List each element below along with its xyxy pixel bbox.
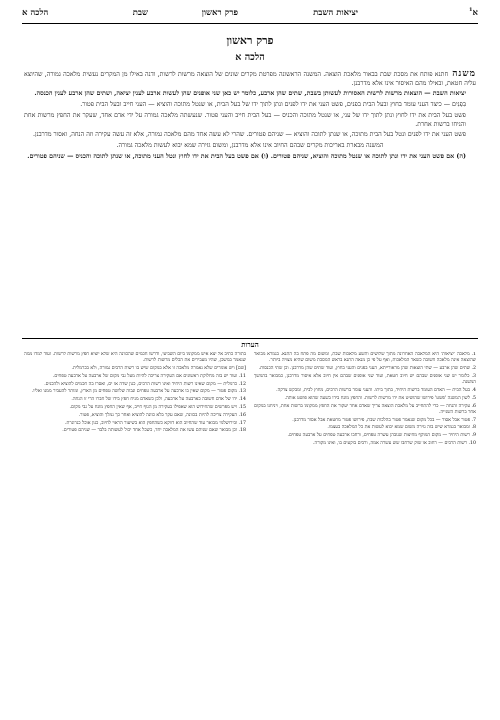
note: 9. רשות היחיד — מקום המוקף מחיצות שגובהן עשרה טפחים, ורחבו ארבעה טפחים על ארבעה טפחים. — [287, 433, 476, 439]
header-halakha: הלכה א — [22, 8, 49, 18]
main-paragraph: יציאות השבת — הוצאות מרשות לרשות האסורות לעשותן בשבת, שתים שהן ארבע, כלומר יש כאן שני אופנים שהן לעשות ארבע לענין יציאה, ושתים שהן ארבע לענין הכנסה. — [34, 90, 466, 98]
notes-title: הערות — [241, 340, 259, 349]
note: 12. כרמלית — מקום שאינו רשות היחיד ואינו רשות הרבים, כגון שדה או ים, ואסרו בה חכמים להוציא ולהכניס. — [44, 381, 246, 387]
note: 18. וכן מבואר שאם שניהם עשו את המלאכה יחד, כשכל אחד יכול לעשותה בלבד — שניהם פטורים. — [62, 428, 246, 434]
header-divider — [22, 23, 478, 24]
note: 5. לשון המשנה 'פשט' פירושו שהושיט את ידו מרשות לרשות. והחפץ מונח בידו בשעה שהוא פושט אותה. — [284, 395, 476, 401]
note: 3. כלומר יש שני אופנים שבהם יש חיוב חטאת, ועוד שני אופנים שבהם אין חיוב אלא איסור מדרבנן, כמבואר בהמשך המשנה. — [254, 373, 476, 386]
notes-divider — [22, 338, 478, 339]
header-chapter: פרק ראשון — [201, 8, 238, 18]
header-tractate: שבת — [132, 8, 148, 18]
note: 8. ומבואר בגמרא שיש בזה גזירה משום שמא יבוא לעשות את כל המלאכה בעצמו. — [327, 425, 476, 431]
main-paragraph: המשנה מבארת באריכות מקרים שבהם החיוב אינו אלא מדרבנן, ומשום גזירה שמא יבוא לעשות מלאכה גמורה. — [116, 141, 384, 149]
note: [שם] ויש אומרים שלא נאמרה מלאכה זו אלא במקום שיש בו רשות הרבים גמורה, ולא בכרמלית. — [71, 366, 246, 372]
note: 13. מקום פטור — מקום שאין בו ארבעה על ארבעה טפחים וגבוה שלושה טפחים מן הארץ, ומותר להעביר ממנו ואליו. — [31, 389, 246, 395]
main-paragraph: משנהחתנא פותח את מסכת שבת בבאור מלאכת הוצאה. המשנה הראשונה מפרטת מקרים שונים של הוצאה מרשות לרשות, ודנה באילו מן המקרים נעשית מלאכה גמורה, שהיוצא עליה חטאת, ובאילו מהם האיסור אינו אלא מדרבנן. — [24, 70, 476, 87]
page-number: א$^1$ — [469, 7, 478, 18]
header-book: יציאות השבת — [313, 8, 358, 18]
note: 6. עקירה והנחה — כדי להתחייב על מלאכת הוצאה צריך שאדם אחד יעקור את החפץ ממקומו ברשות אחת, ויניחנו במקום אחר ברשות השנייה. — [254, 403, 476, 415]
mishna-label: משנה — [452, 70, 476, 79]
note: 17. ובירושלמי מבואר עוד שהחיוב הוא דווקא כשהחפץ הוא בשיעור הראוי לחיוב, כגון אוכל כגרוגרת. — [65, 420, 246, 426]
note: 15. ויש מפרשים שהחידוש הוא שאפילו בעקירה מן הגוף חייב, אף שאין החפץ מונח על גבי מקום. — [69, 405, 246, 411]
chapter-title: פרק ראשון — [226, 34, 274, 47]
note: 11. ועוד יש בזה מחלוקת ראשונים אם העקירה צריכה להיות מעל גבי מקום של ארבעה על ארבעה טפחים. — [52, 373, 246, 379]
note: 16. העקירה צריכה להיות בכוונה, שאם עקר בלא כוונה להוציא ואחר כך נמלך והוציא, פטור. — [78, 412, 246, 418]
halakha-title: הלכה א — [235, 52, 265, 63]
running-header — [22, 7, 478, 20]
note: בתורה כתיב אל יצא איש ממקומו ביום השביעי, ודרשו חכמים שהכוונה היא שלא יוציא חפץ מרשות לרשות. ועוד למדו ממה שנאמר במשכן, שהיו מעבירים את הכלים מרשות לרשות. — [24, 352, 246, 364]
main-paragraph: פשט בעל הבית את ידו לחוץ ונתן לתוך ידו של עני, או שנטל מתוכה והכניס — בעל הבית חייב והעני פטור. שנעשתה מלאכה גמורה על ידי אדם אחד, שעקר את החפץ מרשות אחת והניחו ברשות אחרת. — [24, 111, 466, 128]
note: 10. רשות הרבים — רחוב או שוק שרחבו שש עשרה אמה, ורבים בוקעים בו, ואינו מקורה. — [313, 441, 476, 447]
main-paragraph: (ה) אם פשט העני את ידו ונתן לתוכה או שנטל מתוכה והוציא, שניהם פטורים. (ו) אם פשט בעל הבית את ידו לחוץ ונטל העני מתוכה, או שנתן לתוכה והכניס — שניהם פטורים. — [27, 152, 466, 160]
main-paragraph: בִּפְנִים — כיצד העני עומד בחוץ ובעל הבית בפנים, פשט העני את ידו לפנים ונתן לתוך ידו של בעל הבית, או שנטל מתוכה והוציא — העני חייב ובעל הבית פטור. — [80, 101, 466, 109]
note: 2. שתים שהן ארבע — שתי הוצאות שהן מדאורייתא, העני בפנים והעני בחוץ, ועוד שתים שהן מדרבנן. וכן שתי הכנסות. — [258, 366, 476, 372]
note: 4. בעל הבית — האדם העומד ברשות היחיד, בתוך ביתו. והעני עומד ברשות הרבים, מחוץ לבית, ומבקש צדקה. — [276, 387, 476, 393]
main-paragraph: פשט העני את ידו לפנים ונטל בעל הבית מתוכה, או שנתן לתוכה והוציא — שניהם פטורים. שהרי לא עשה אחד מהם מלאכה גמורה, אלא זה עשה עקירה וזה הנחה, ואסור מדרבנן. — [32, 131, 466, 139]
main-text — [24, 70, 476, 332]
notes-column-right — [254, 352, 476, 714]
note: 7. פטור אבל אסור — בכל מקום שנאמר פטור בהלכות שבת, פירושו פטור מחטאת אבל אסור מדרבנן. — [292, 417, 476, 423]
note: 14. ידו של אדם חשובה כארבעה על ארבעה, ולכן כשאדם מניח חפץ בידו של חברו הרי זו הנחה. — [71, 397, 246, 403]
note: 1. מלאכה 'יציאות' היא המלאכה האחרונה מתוך שלושים ותשע מלאכות שבת, ומשום מה פתח בה התנא. בגמרא מבואר שהוצאה אינה מלאכה חשובה כשאר המלאכות, ואף על פי כן מנאה התנא בראש המסכת משום שהיא מצויה ביותר. — [254, 352, 476, 364]
notes-column-left — [24, 352, 246, 714]
